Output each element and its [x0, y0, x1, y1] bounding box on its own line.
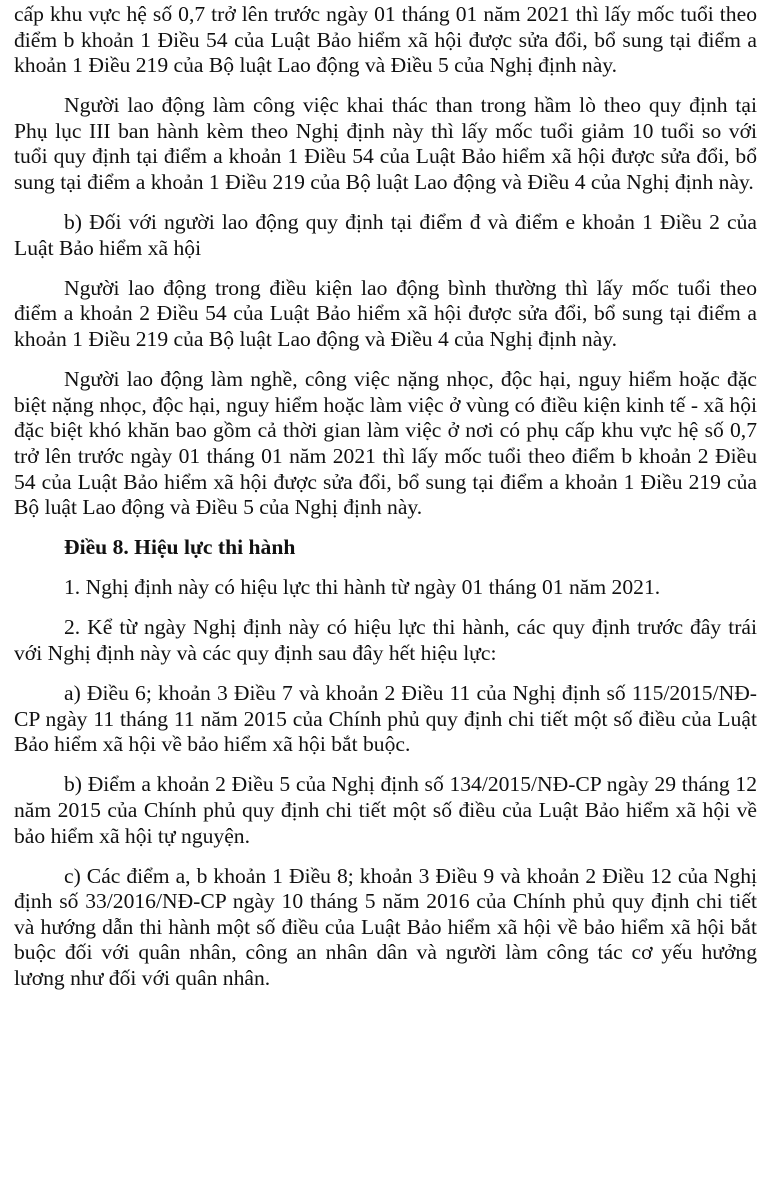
- paragraph-clause-2c: c) Các điểm a, b khoản 1 Điều 8; khoản 3 Điều 9 và khoản 2 Điều 12 của Nghị định số 33/2016/NĐ-CP ngày 10 tháng 5 năm 2016 của Chính phủ quy định chi tiết và hướng dẫn thi hành một số điều của Luật Bảo hiểm xã hội về bảo hiểm xã hội bắt buộc đối với quân nhân, công an nhân dân và người làm công tác cơ yếu hưởng lương như đối với quân nhân.: [14, 863, 757, 990]
- document-page: [14, 2, 757, 1006]
- paragraph-clause-2b: b) Điểm a khoản 2 Điều 5 của Nghị định số 134/2015/NĐ-CP ngày 29 tháng 12 năm 2015 của Chính phủ quy định chi tiết một số điều của Luật Bảo hiểm xã hội về bảo hiểm xã hội tự nguyện.: [14, 772, 757, 848]
- article-8-heading: Điều 8. Hiệu lực thi hành: [64, 535, 296, 560]
- paragraph-continuation: cấp khu vực hệ số 0,7 trở lên trước ngày 01 tháng 01 năm 2021 thì lấy mốc tuổi theo điểm b khoản 1 Điều 54 của Luật Bảo hiểm xã hội được sửa đổi, bổ sung tại điểm a khoản 1 Điều 219 của Bộ luật Lao động và Điều 5 của Nghị định này.: [14, 2, 757, 78]
- paragraph-normal-conditions: Người lao động trong điều kiện lao động bình thường thì lấy mốc tuổi theo điểm a khoản 2 Điều 54 của Luật Bảo hiểm xã hội được sửa đổi, bổ sung tại điểm a khoản 1 Điều 219 của Bộ luật Lao động và Điều 4 của Nghị định này.: [14, 275, 757, 352]
- paragraph-clause-1: 1. Nghị định này có hiệu lực thi hành từ ngày 01 tháng 01 năm 2021.: [64, 575, 661, 600]
- paragraph-heavy-work: Người lao động làm nghề, công việc nặng nhọc, độc hại, nguy hiểm hoặc đặc biệt nặng nhọc, độc hại, nguy hiểm hoặc làm việc ở vùng có điều kiện kinh tế - xã hội đặc biệt khó khăn bao gồm cả thời gian làm việc ở nơi có phụ cấp khu vực hệ số 0,7 trở lên trước ngày 01 tháng 01 năm 2021 thì lấy mốc tuổi theo điểm b khoản 2 Điều 54 của Luật Bảo hiểm xã hội được sửa đổi, bổ sung tại điểm a khoản 1 Điều 219 của Bộ luật Lao động và Điều 5 của Nghị định này.: [14, 367, 757, 520]
- paragraph-coal-mining: Người lao động làm công việc khai thác than trong hầm lò theo quy định tại Phụ lục III ban hành kèm theo Nghị định này thì lấy mốc tuổi giảm 10 tuổi so với tuổi quy định tại điểm a khoản 1 Điều 54 của Luật Bảo hiểm xã hội được sửa đổi, bổ sung tại điểm a khoản 1 Điều 219 của Bộ luật Lao động và Điều 4 của Nghị định này.: [14, 93, 757, 195]
- paragraph-clause-2a: a) Điều 6; khoản 3 Điều 7 và khoản 2 Điều 11 của Nghị định số 115/2015/NĐ-CP ngày 11 tháng 11 năm 2015 của Chính phủ quy định chi tiết một số điều của Luật Bảo hiểm xã hội về bảo hiểm xã hội bắt buộc.: [14, 681, 757, 757]
- paragraph-point-b: b) Đối với người lao động quy định tại điểm đ và điểm e khoản 1 Điều 2 của Luật Bảo hiểm xã hội: [14, 210, 757, 260]
- paragraph-clause-2: 2. Kể từ ngày Nghị định này có hiệu lực thi hành, các quy định trước đây trái với Nghị định này và các quy định sau đây hết hiệu lực:: [14, 615, 757, 665]
